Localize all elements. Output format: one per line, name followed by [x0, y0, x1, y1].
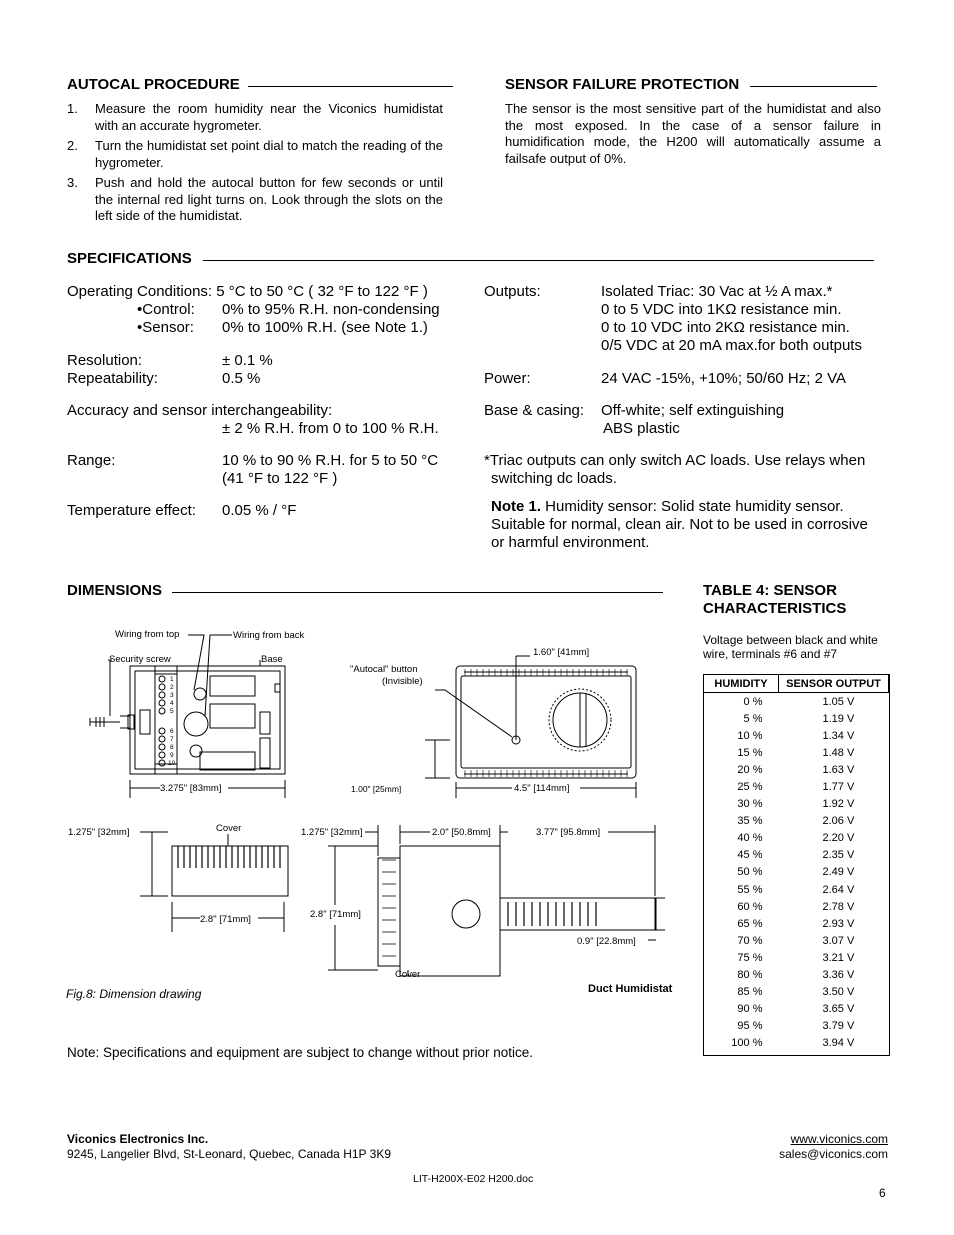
output-cell: 3.65 V: [822, 1003, 855, 1016]
duct-housing: [400, 846, 500, 976]
dim-label: 3.77" [95.8mm]: [536, 827, 601, 838]
website-link[interactable]: www.viconics.com: [790, 1132, 888, 1146]
humidity-cell: 70 %: [737, 934, 763, 947]
output-cell: 2.78 V: [822, 900, 855, 913]
table4-heading: [703, 582, 846, 618]
spec-label: Temperature effect:: [67, 502, 196, 519]
dim-label: 1.275" [32mm]: [68, 827, 130, 838]
output-cell: 1.19 V: [822, 712, 855, 725]
output-cell: 3.36 V: [822, 969, 855, 982]
base-label: Base: [261, 654, 283, 665]
autocal-button-label: (Invisible): [382, 676, 423, 687]
dim-label: 1.275" [32mm]: [301, 827, 363, 838]
step-number: 3.: [67, 175, 78, 190]
note-1-text: Humidity sensor: Solid state humidity sensor. Suitable for normal, clean air. Not to be used in corrosive or harmful environment.: [491, 498, 868, 551]
spec-value: ± 2 % R.H. from 0 to 100 % R.H.: [222, 420, 439, 437]
output-cell: 1.77 V: [822, 781, 855, 794]
dim-label: 2.8" [71mm]: [310, 909, 361, 920]
cover-label: Cover: [395, 969, 421, 980]
terminal-block: [155, 674, 177, 764]
specs-right: [484, 283, 884, 552]
table-row: [704, 847, 889, 864]
spec-label: •Control:: [137, 301, 195, 318]
svg-text:5: 5: [170, 708, 174, 715]
table-row: [704, 1035, 889, 1052]
spec-value: 5 °C to 50 °C ( 32 °F to 122 °F ): [216, 283, 428, 300]
step-number: 1.: [67, 101, 78, 116]
sensor-table-frame: [703, 674, 890, 1056]
step-text: Turn the humidistat set point dial to match the reading of the hygrometer.: [95, 138, 443, 170]
sensor-table: [703, 674, 889, 1052]
spec-value: 0 to 5 VDC into 1KΩ resistance min.: [601, 301, 842, 318]
svg-text:9: 9: [170, 752, 174, 759]
cover-label: Cover: [216, 823, 242, 834]
table-row: [704, 932, 889, 949]
humidity-cell: 40 %: [737, 832, 763, 845]
wiring-back-label: Wiring from back: [233, 630, 305, 641]
front-slots: [465, 669, 627, 777]
spec-label: Base & casing:: [484, 402, 585, 419]
svg-text:10: 10: [168, 760, 176, 767]
dim-label: 2.0" [50.8mm]: [432, 827, 491, 838]
duct-humidistat-label: Duct Humidistat: [588, 983, 673, 995]
note-1-label: Note 1.: [491, 498, 542, 515]
svg-text:3: 3: [170, 692, 174, 699]
svg-text:7: 7: [170, 736, 174, 743]
page-number: 6: [879, 1186, 886, 1200]
dim-label: 3.275" [83mm]: [160, 783, 222, 794]
table-row: [704, 915, 889, 932]
table-row: [704, 830, 889, 847]
spec-value: (41 °F to 122 °F ): [222, 470, 338, 487]
list-item: [67, 101, 443, 134]
spec-label: •Sensor:: [137, 319, 194, 336]
table-row: [704, 778, 889, 795]
humidity-cell: 100 %: [731, 1037, 763, 1050]
spec-label: Operating Conditions:: [67, 283, 213, 300]
output-cell: 2.64 V: [822, 883, 855, 896]
output-cell: 1.92 V: [822, 798, 855, 811]
humidity-cell: 85 %: [737, 986, 763, 999]
humidity-cell: 50 %: [737, 866, 763, 879]
change-notice: Note: Specifications and equipment are subject to change without prior notice.: [67, 1045, 534, 1060]
figure-caption: Fig.8: Dimension drawing: [66, 987, 202, 1001]
output-cell: 1.05 V: [822, 695, 855, 708]
spec-value: ± 0.1 %: [222, 352, 273, 369]
step-text: Measure the room humidity near the Viconics humidistat with an accurate hygrometer.: [95, 101, 443, 133]
front-face: [456, 666, 636, 778]
humidity-cell: 80 %: [737, 969, 763, 982]
spec-label: Power:: [484, 370, 531, 387]
heading-rule: [248, 86, 453, 87]
humidity-cell: 45 %: [737, 849, 763, 862]
table-row: [704, 864, 889, 881]
table-row: [704, 693, 889, 711]
spec-value: 0 to 10 VDC into 2KΩ resistance min.: [601, 319, 850, 336]
table-row: [704, 710, 889, 727]
doc-reference: LIT-H200X-E02 H200.doc: [413, 1173, 534, 1185]
spec-value: 0% to 95% R.H. non-condensing: [222, 301, 440, 318]
duct-probe: [500, 898, 655, 930]
svg-text:1: 1: [170, 676, 174, 683]
table-row: [704, 796, 889, 813]
heading-rule: [172, 592, 663, 593]
humidity-cell: 65 %: [737, 917, 763, 930]
humidity-cell: 15 %: [737, 746, 763, 759]
wiring-top-label: Wiring from top: [115, 629, 180, 640]
humidity-cell: 75 %: [737, 951, 763, 964]
table-row: [704, 881, 889, 898]
table-row: [704, 1018, 889, 1035]
humidity-cell: 10 %: [737, 729, 763, 742]
table-row: [704, 744, 889, 761]
list-item: [67, 175, 443, 225]
svg-text:4: 4: [170, 700, 174, 707]
company-name: Viconics Electronics Inc.: [67, 1132, 209, 1146]
col-header: SENSOR OUTPUT: [779, 675, 889, 693]
output-cell: 1.34 V: [822, 729, 855, 742]
dim-label: 1.60" [41mm]: [533, 647, 590, 658]
output-cell: 1.48 V: [822, 746, 855, 759]
dimensions-heading: DIMENSIONS: [67, 582, 163, 599]
sensor-failure-text: The sensor is the most sensitive part of the humidistat and also the most exposed. In the case of a sensor failure in humidification mode, the H200 will automatically assume a failsafe output of 0%.: [505, 101, 881, 166]
spec-value: Isolated Triac: 30 Vac at ½ A max.*: [601, 283, 833, 300]
humidity-cell: 25 %: [737, 781, 763, 794]
humidity-cell: 20 %: [737, 763, 763, 776]
spec-value: 0% to 100% R.H. (see Note 1.): [222, 319, 428, 336]
mount-hole: [194, 688, 206, 700]
output-cell: 2.93 V: [822, 917, 855, 930]
spec-label: Resolution:: [67, 352, 143, 369]
terminal-screws: [159, 676, 165, 766]
note-1: [484, 498, 871, 552]
spec-value: Off-white; self extinguishing: [601, 402, 785, 419]
sensor-table-body: [704, 693, 889, 1052]
table-row: [704, 967, 889, 984]
spec-value: ABS plastic: [603, 420, 680, 437]
terminal-numbers: [168, 676, 176, 767]
table-row: [704, 949, 889, 966]
email-link[interactable]: sales@viconics.com: [779, 1147, 888, 1161]
duct-base: [378, 858, 400, 966]
footer-right: [779, 1132, 888, 1162]
mount-hole: [184, 712, 208, 736]
specs-left: [67, 283, 487, 520]
security-screw-label: Security screw: [109, 654, 171, 665]
step-number: 2.: [67, 138, 78, 153]
dim-label: 2.8" [71mm]: [200, 914, 251, 925]
humidity-cell: 35 %: [737, 815, 763, 828]
table-row: [704, 727, 889, 744]
autocal-heading: AUTOCAL PROCEDURE: [67, 76, 240, 93]
sensor-failure-heading: SENSOR FAILURE PROTECTION: [505, 76, 740, 93]
humidity-cell: 55 %: [737, 883, 763, 896]
svg-text:2: 2: [170, 684, 174, 691]
spec-label: Range:: [67, 452, 116, 469]
dim-label: 4.5" [114mm]: [514, 783, 570, 794]
output-cell: 3.07 V: [822, 934, 855, 947]
humidity-cell: 0 %: [743, 695, 763, 708]
table-row: [704, 984, 889, 1001]
humidity-cell: 30 %: [737, 798, 763, 811]
table-row: [704, 761, 889, 778]
humidity-cell: 90 %: [737, 1003, 763, 1016]
dim-label: 0.9" [22.8mm]: [577, 936, 636, 947]
table4-heading-line: TABLE 4: SENSOR: [703, 582, 837, 599]
table-row: [704, 813, 889, 830]
triac-note: *Triac outputs can only switch AC loads. Use relays when: [484, 452, 866, 469]
table4-subtitle: Voltage between black and white wire, terminals #6 and #7: [703, 633, 878, 661]
autocal-button-label: "Autocal" button: [350, 664, 418, 675]
spec-value: 24 VAC -15%, +10%; 50/60 Hz; 2 VA: [601, 370, 846, 387]
output-cell: 2.35 V: [822, 849, 855, 862]
output-cell: 3.50 V: [822, 986, 855, 999]
heading-rule: [203, 260, 874, 261]
output-cell: 1.63 V: [822, 763, 855, 776]
humidity-cell: 5 %: [743, 712, 763, 725]
dim-label: 1.00" [25mm]: [351, 784, 402, 794]
heading-rule: [750, 86, 877, 87]
output-cell: 3.21 V: [822, 951, 855, 964]
output-cell: 3.94 V: [822, 1037, 855, 1050]
col-header: HUMIDITY: [704, 675, 779, 693]
step-text: Push and hold the autocal button for few seconds or until the internal red light turns on. Look through the slots on the left side of the humidistat.: [95, 175, 443, 223]
humidity-cell: 95 %: [737, 1020, 763, 1033]
spec-value: 10 % to 90 % R.H. for 5 to 50 °C: [222, 452, 439, 469]
triac-note: switching dc loads.: [491, 470, 617, 487]
specs-heading: SPECIFICATIONS: [67, 250, 192, 267]
spec-value: 0.05 % / °F: [222, 502, 297, 519]
table4-heading-line: CHARACTERISTICS: [703, 600, 847, 617]
output-cell: 2.49 V: [822, 866, 855, 879]
output-cell: 2.20 V: [822, 832, 855, 845]
output-cell: 3.79 V: [822, 1020, 855, 1033]
table-row: [704, 898, 889, 915]
spec-value: 0/5 VDC at 20 mA max.for both outputs: [601, 337, 862, 354]
list-item: [67, 138, 443, 171]
svg-text:8: 8: [170, 744, 174, 751]
spec-label: Repeatability:: [67, 370, 158, 387]
humidity-cell: 60 %: [737, 900, 763, 913]
spec-value: 0.5 %: [222, 370, 261, 387]
company-address: 9245, Langelier Blvd, St-Leonard, Quebec, Canada H1P 3K9: [67, 1147, 391, 1161]
footer-left: [67, 1132, 391, 1162]
spec-label: Accuracy and sensor interchangeability:: [67, 402, 333, 419]
autocal-steps: [67, 101, 443, 229]
spec-label: Outputs:: [484, 283, 541, 300]
table-row: [704, 1001, 889, 1018]
svg-text:6: 6: [170, 728, 174, 735]
output-cell: 2.06 V: [822, 815, 855, 828]
